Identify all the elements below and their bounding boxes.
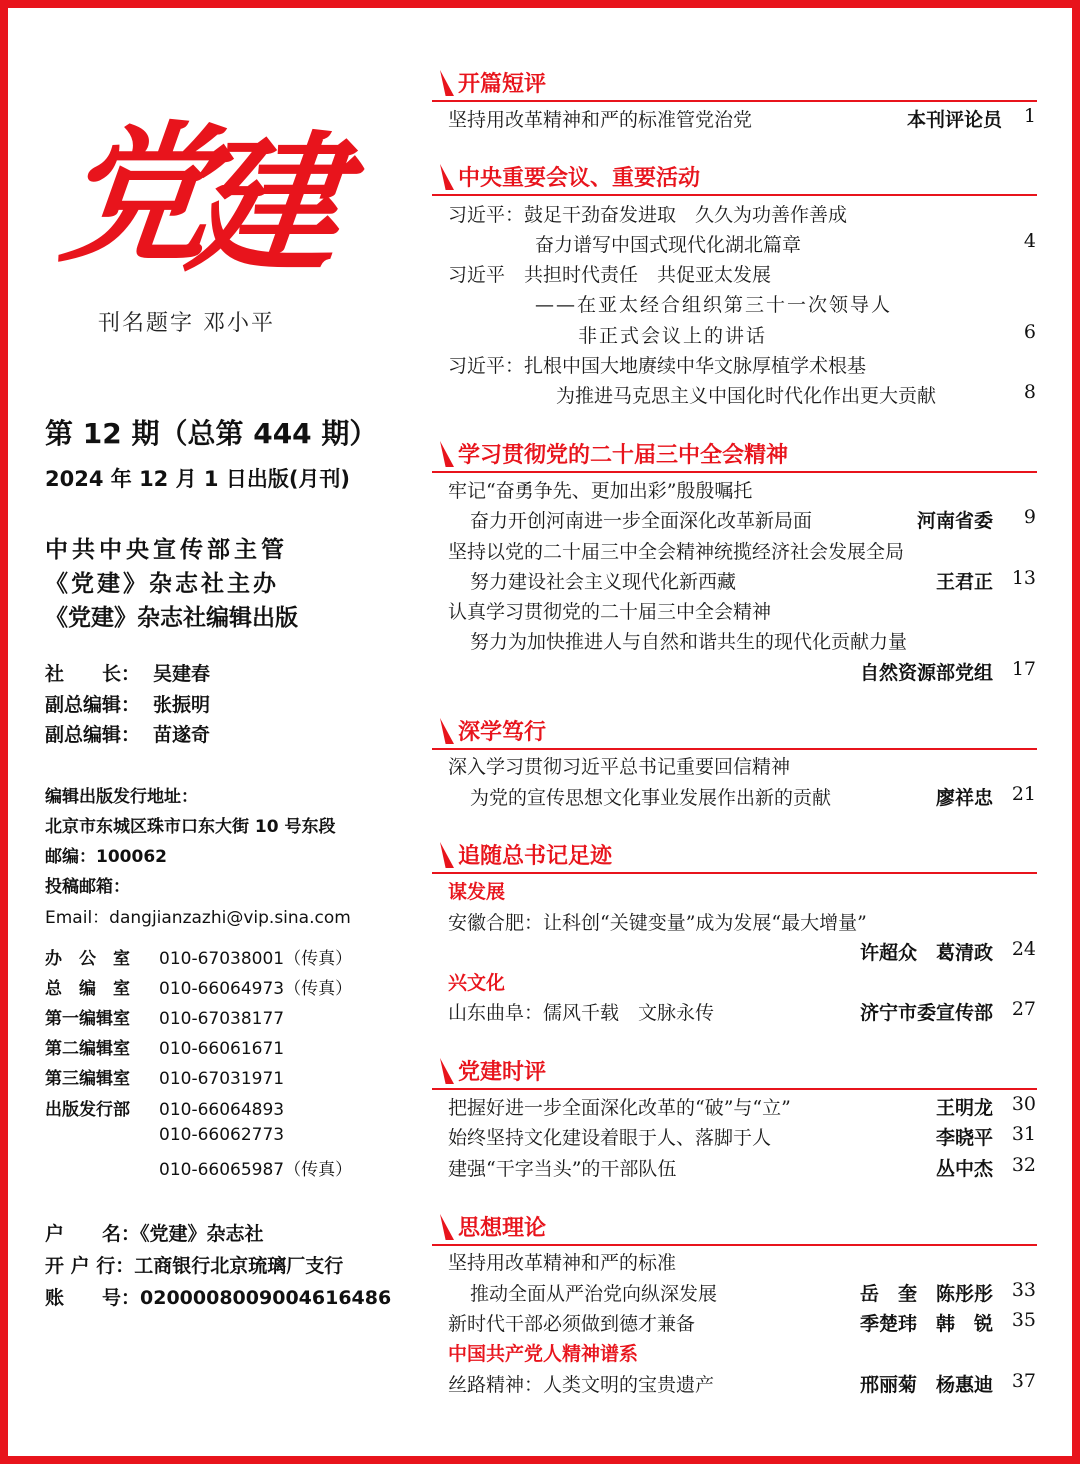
phone-row: 第三编辑室 010-67031971 [45, 1069, 285, 1089]
toc-entry-title[interactable]: 建强“干字当头”的干部队伍 [448, 1158, 677, 1180]
toc-entry-title[interactable]: 坚持以党的二十届三中全会精神统揽经济社会发展全局 [448, 541, 905, 563]
issue-number: 第 12 期（总第 444 期） [45, 417, 378, 450]
masthead-char-2: 建 [180, 117, 350, 293]
publication-date: 2024 年 12 月 1 日出版(月刊) [45, 467, 351, 491]
toc-entry-title[interactable]: 为党的宣传思想文化事业发展作出新的贡献 [470, 787, 832, 809]
toc-entry-title[interactable]: 新时代干部必须做到德才兼备 [448, 1313, 696, 1335]
section-title: 深学笃行 [458, 720, 547, 745]
section-title: 党建时评 [458, 1060, 547, 1085]
toc-entry-author: 王明龙 [935, 1097, 993, 1119]
section-marker-icon [440, 718, 454, 744]
toc-entry-title[interactable]: 坚持用改革精神和严的标准管党治党 [448, 109, 753, 131]
address-label: 编辑出版发行地址： [45, 787, 198, 807]
phone-row: 总 编 室 010-66064973（传真） [45, 979, 353, 999]
phone-row: 010-66065987（传真） [159, 1160, 353, 1180]
toc-entry-author: 丛中杰 [935, 1158, 993, 1180]
toc-page-number: 33 [1011, 1279, 1036, 1301]
toc-entry-title[interactable]: 奋力谱写中国式现代化湖北篇章 [535, 234, 802, 256]
toc-entry-author: 季楚玮 韩 锐 [859, 1313, 993, 1335]
toc-entry-title[interactable]: 把握好进一步全面深化改革的“破”与“立” [448, 1097, 791, 1119]
toc-entry-subtitle: 非正式会议上的讲话 [578, 325, 768, 347]
toc-entry-title[interactable]: 牢记“奋勇争先、更加出彩”殷殷嘱托 [448, 480, 753, 502]
section-title: 学习贯彻党的二十届三中全会精神 [458, 443, 789, 468]
toc-entry-title[interactable]: 推动全面从严治党向纵深发展 [470, 1283, 718, 1305]
address-text: 北京市东城区珠市口东大街 10 号东段 [45, 817, 336, 837]
staff-row: 副总编辑： 苗遂奇 [45, 724, 211, 746]
section-header [432, 66, 1037, 102]
account-row: 开 户 行：工商银行北京琉璃厂支行 [45, 1255, 344, 1277]
masthead-logo [52, 107, 350, 310]
toc-entry-title[interactable]: 习近平：扎根中国大地赓续中华文脉厚植学术根基 [448, 355, 867, 377]
toc-page-number: 27 [1011, 998, 1036, 1020]
section-header [432, 714, 1037, 750]
toc-page-number: 4 [1023, 230, 1036, 252]
toc-entry-author: 本刊评论员 [906, 109, 1002, 131]
org-line-1: 中共中央宣传部主管 [45, 537, 288, 563]
section-title: 思想理论 [458, 1216, 547, 1241]
toc-entry-author: 邢丽菊 杨惠迪 [859, 1374, 993, 1396]
account-row: 户 名：《党建》杂志社 [45, 1223, 264, 1245]
toc-entry-title[interactable]: 丝路精神：人类文明的宝贵遗产 [448, 1374, 715, 1396]
toc-entry-title[interactable]: 深入学习贯彻习近平总书记重要回信精神 [448, 756, 791, 778]
section-title: 中央重要会议、重要活动 [458, 166, 701, 191]
section-header [432, 437, 1037, 473]
toc-page-number: 17 [1011, 658, 1036, 680]
masthead-char-1: 党 [52, 107, 222, 283]
account-row: 账 号：0200008009004616486 [45, 1287, 392, 1309]
toc-page-number: 31 [1011, 1123, 1036, 1145]
section-header [432, 838, 1037, 874]
calligraphy-credit: 刊名题字 邓小平 [98, 311, 275, 336]
toc-entry-author: 许超众 葛清政 [859, 942, 993, 964]
toc-page-number: 9 [1023, 506, 1036, 528]
toc-page-number: 8 [1023, 381, 1036, 403]
section-marker-icon [440, 1058, 454, 1084]
toc-page-number: 21 [1011, 783, 1036, 805]
phone-row: 010-66062773 [159, 1125, 285, 1145]
section-marker-icon [440, 441, 454, 467]
org-line-2: 《党建》杂志社主办 [45, 571, 279, 597]
toc-page-number: 6 [1023, 321, 1036, 343]
toc-entry-title[interactable]: 习近平：鼓足干劲奋发进取 久久为功善作善成 [448, 204, 848, 226]
toc-entry-author: 济宁市委宣传部 [859, 1002, 993, 1024]
toc-page-number: 30 [1011, 1093, 1036, 1115]
org-line-3: 《党建》杂志社编辑出版 [45, 605, 298, 631]
toc-subsection: 兴文化 [448, 972, 506, 994]
toc-entry-title[interactable]: 努力为加快推进人与自然和谐共生的现代化贡献力量 [470, 631, 908, 653]
toc-entry-author: 李晓平 [935, 1127, 993, 1149]
toc-page-number: 13 [1011, 567, 1036, 589]
toc-entry-author: 岳 奎 陈彤彤 [859, 1283, 993, 1305]
toc-entry-author: 河南省委 [916, 510, 993, 532]
toc-entry-title[interactable]: 认真学习贯彻党的二十届三中全会精神 [448, 601, 772, 623]
phone-row: 办 公 室 010-67038001（传真） [45, 949, 353, 969]
section-marker-icon [440, 842, 454, 868]
phone-row: 出版发行部 010-66064893 [45, 1100, 285, 1120]
toc-subsection: 中国共产党人精神谱系 [448, 1343, 639, 1365]
section-marker-icon [440, 164, 454, 190]
toc-entry-author: 王君正 [935, 571, 993, 593]
toc-entry-author: 自然资源部党组 [859, 662, 993, 684]
toc-page-number: 1 [1023, 105, 1036, 127]
section-title: 追随总书记足迹 [458, 844, 613, 869]
phone-row: 第二编辑室 010-66061671 [45, 1039, 285, 1059]
staff-row: 副总编辑： 张振明 [45, 694, 211, 716]
zip-code: 邮编：100062 [45, 847, 167, 867]
toc-page-number: 37 [1011, 1370, 1036, 1392]
toc-entry-title[interactable]: 坚持用改革精神和严的标准 [448, 1252, 677, 1274]
email-address: Email：dangjianzazhi@vip.sina.com [45, 908, 351, 928]
toc-entry-subtitle: ——在亚太经合组织第三十一次领导人 [535, 294, 893, 316]
section-header [432, 1054, 1037, 1090]
toc-subsection: 谋发展 [448, 881, 506, 903]
toc-entry-title[interactable]: 安徽合肥：让科创“关键变量”成为发展“最大增量” [448, 912, 867, 934]
toc-page-number: 32 [1011, 1154, 1036, 1176]
mail-label: 投稿邮箱： [45, 877, 130, 897]
section-header [432, 160, 1037, 196]
staff-row: 社 长： 吴建春 [45, 663, 211, 685]
toc-page-number: 24 [1011, 938, 1036, 960]
toc-entry-title[interactable]: 奋力开创河南进一步全面深化改革新局面 [470, 510, 813, 532]
toc-entry-title[interactable]: 山东曲阜：儒风千载 文脉永传 [448, 1002, 715, 1024]
toc-entry-title[interactable]: 为推进马克思主义中国化时代化作出更大贡献 [556, 385, 937, 407]
section-marker-icon [440, 1214, 454, 1240]
section-title: 开篇短评 [458, 72, 547, 97]
toc-entry-title[interactable]: 努力建设社会主义现代化新西藏 [470, 571, 737, 593]
section-marker-icon [440, 70, 454, 96]
section-header [432, 1210, 1037, 1246]
toc-entry-title[interactable]: 习近平 共担时代责任 共促亚太发展 [448, 264, 772, 286]
toc-page-number: 35 [1011, 1309, 1036, 1331]
phone-row: 第一编辑室 010-67038177 [45, 1009, 285, 1029]
toc-entry-author: 廖祥忠 [935, 787, 993, 809]
toc-entry-title[interactable]: 始终坚持文化建设着眼于人、落脚于人 [448, 1127, 772, 1149]
